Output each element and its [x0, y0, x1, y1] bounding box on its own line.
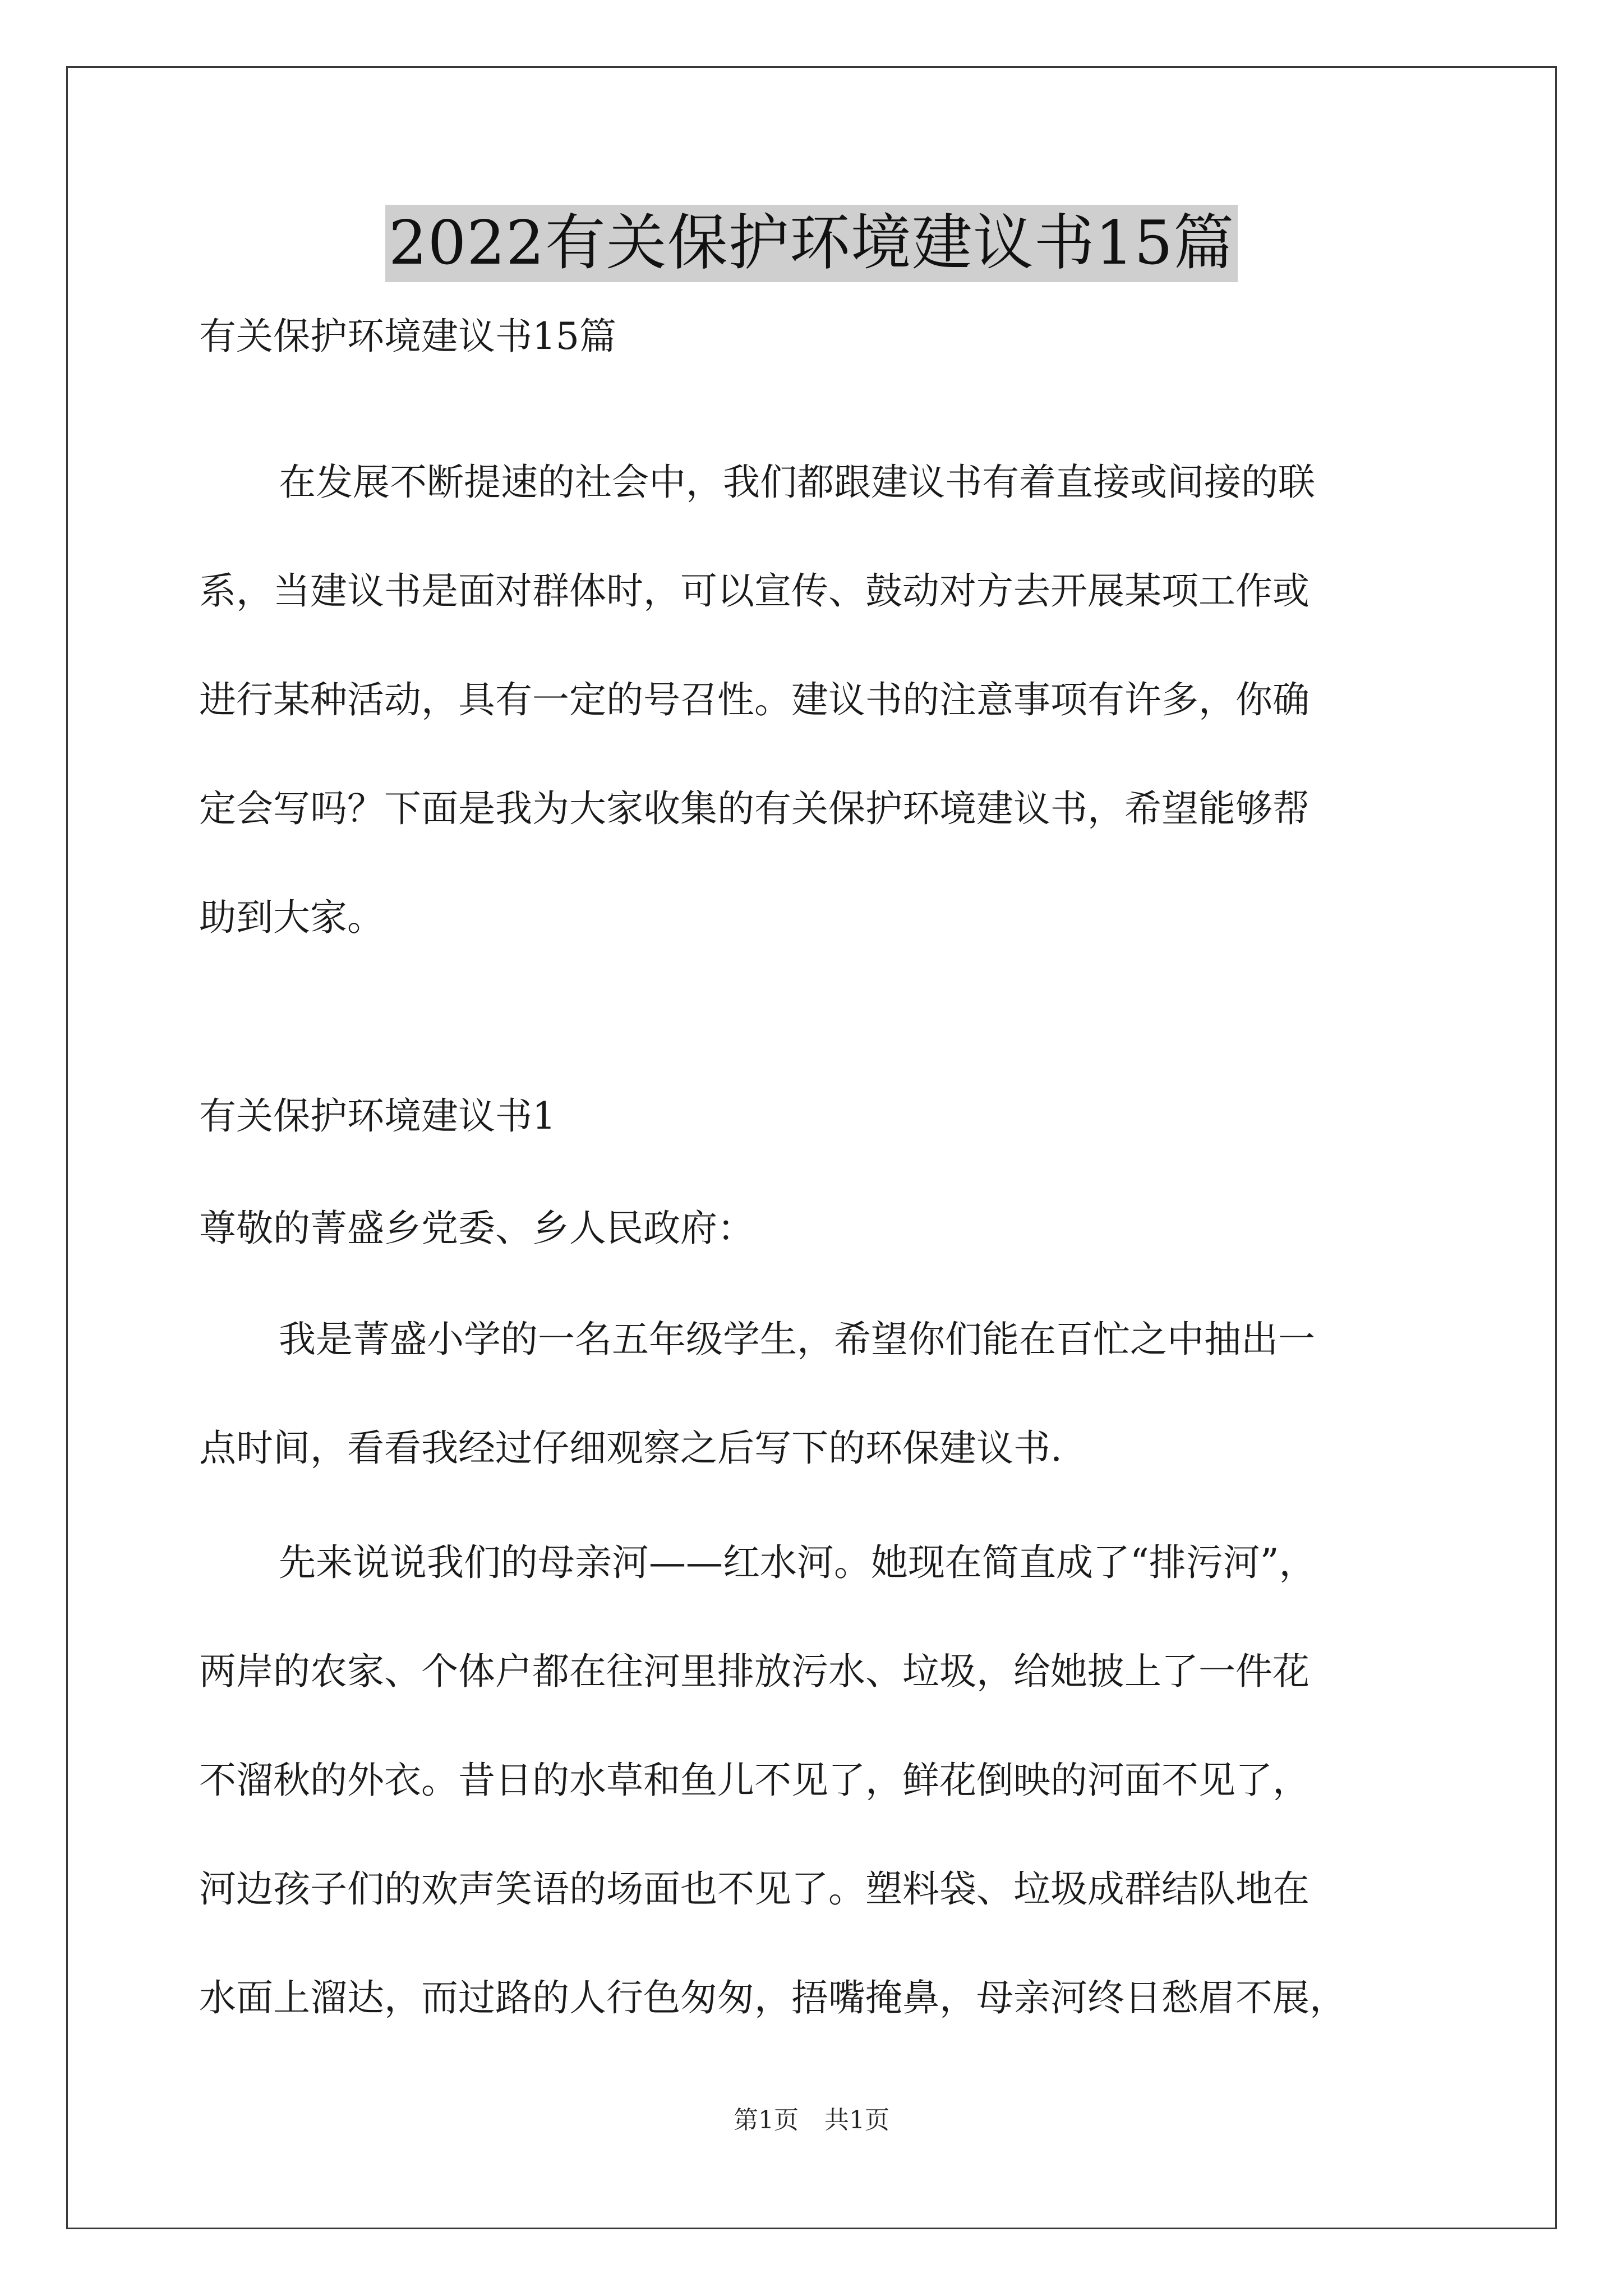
paragraph-line: 点时间，看看我经过仔细观察之后写下的环保建议书.	[199, 1427, 1062, 1470]
paragraph-line: 两岸的农家、个体户都在往河里排放污水、垃圾，给她披上了一件花	[199, 1650, 1310, 1693]
salutation-line: 尊敬的菁盛乡党委、乡人民政府：	[199, 1207, 754, 1250]
paragraph-line: 我是菁盛小学的一名五年级学生，希望你们能在百忙之中抽出一	[279, 1318, 1315, 1361]
subtitle-line: 有关保护环境建议书15篇	[199, 315, 616, 358]
paragraph-line: 水面上溜达，而过路的人行色匆匆，捂嘴掩鼻，母亲河终日愁眉不展，	[199, 1976, 1347, 2019]
paragraph-line: 系，当建议书是面对群体时，可以宣传、鼓动对方去开展某项工作或	[199, 569, 1310, 613]
paragraph-line: 进行某种活动，具有一定的号召性。建议书的注意事项有许多，你确	[199, 678, 1310, 721]
document-title: 2022有关保护环境建议书15篇	[385, 205, 1238, 282]
page-number-total: 共1页	[824, 2106, 889, 2134]
section-heading: 有关保护环境建议书1	[199, 1094, 556, 1138]
page-number-current: 第1页	[734, 2106, 799, 2134]
paragraph-line: 助到大家。	[199, 896, 384, 939]
title-container	[0, 205, 1623, 282]
paragraph-line: 不溜秋的外衣。昔日的水草和鱼儿不见了，鲜花倒映的河面不见了，	[199, 1759, 1310, 1802]
paragraph-line: 先来说说我们的母亲河——红水河。她现在简直成了“排污河”，	[279, 1541, 1316, 1584]
page-footer	[0, 2105, 1623, 2136]
paragraph-line: 河边孩子们的欢声笑语的场面也不见了。塑料袋、垃圾成群结队地在	[199, 1867, 1310, 1911]
paragraph-line: 在发展不断提速的社会中，我们都跟建议书有着直接或间接的联	[279, 461, 1315, 504]
paragraph-line: 定会写吗？下面是我为大家收集的有关保护环境建议书，希望能够帮	[199, 787, 1310, 830]
